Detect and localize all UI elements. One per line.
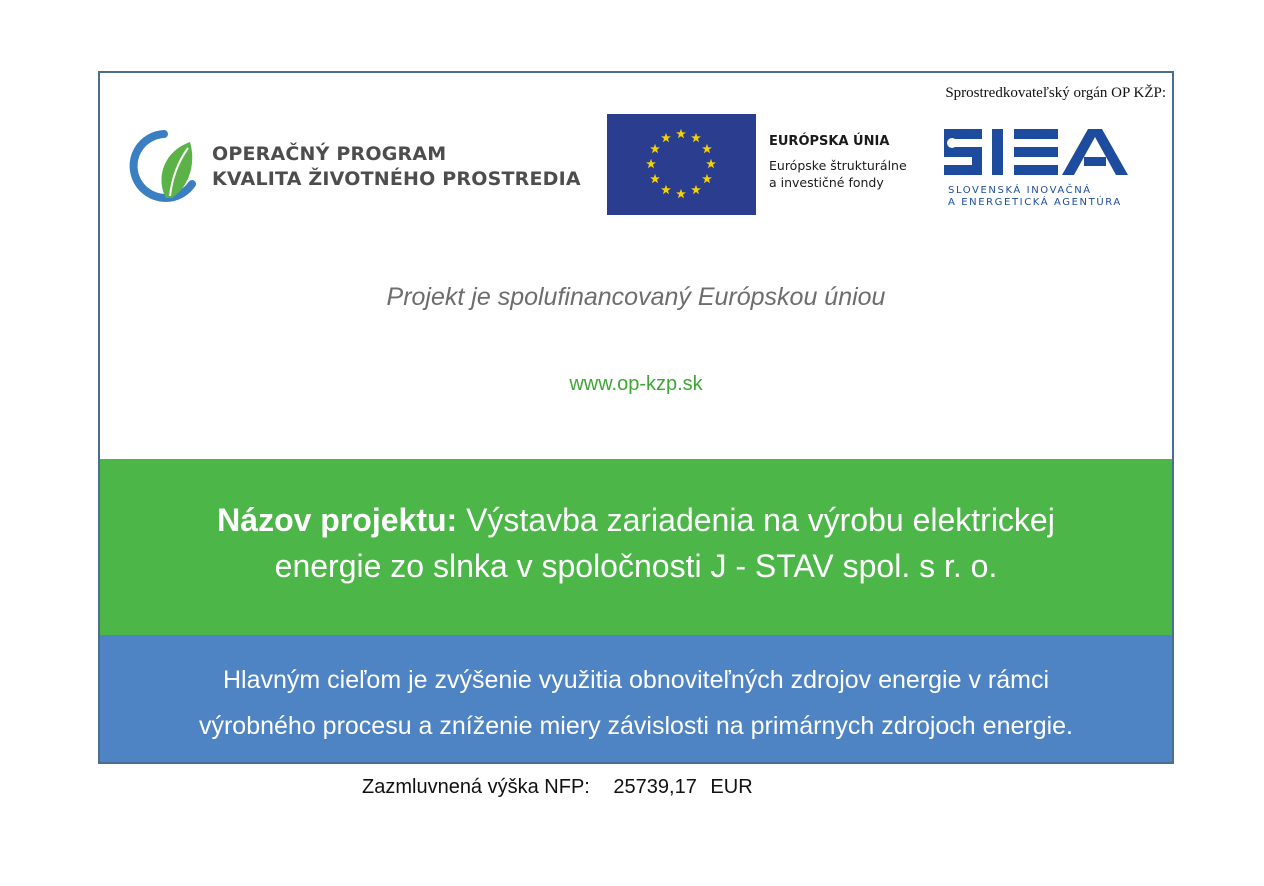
eu-star-icon <box>676 129 686 138</box>
eu-flag-icon <box>607 114 756 215</box>
nfp-amount-row <box>362 776 753 799</box>
eu-star-icon <box>702 144 712 153</box>
goal-line2: výrobného procesu a zníženie miery závislosti na primárnych zdrojoch energie. <box>198 712 1074 740</box>
siea-logo <box>940 123 1140 213</box>
intermediary-label: Sprostredkovateľský orgán OP KŽP: <box>945 85 1166 101</box>
nfp-currency: EUR <box>710 776 753 798</box>
project-goal-band <box>100 635 1172 762</box>
eu-star-icon <box>691 185 701 194</box>
eu-star-icon <box>650 174 660 183</box>
eu-star-icon <box>706 159 716 168</box>
op-kzp-line1: OPERAČNÝ PROGRAM <box>212 143 447 165</box>
op-kzp-logo <box>126 128 586 208</box>
goal-line1: Hlavným cieľom je zvýšenie využitia obnoviteľných zdrojov energie v rámci <box>222 666 1050 694</box>
siea-sub-line2: A ENERGETICKÁ AGENTÚRA <box>948 197 1122 208</box>
siea-subtitle <box>948 185 1122 209</box>
eu-star-icon <box>646 159 656 168</box>
project-label: Názov projektu: <box>217 502 458 538</box>
siea-sub-line1: SLOVENSKÁ INOVAČNÁ <box>948 185 1092 196</box>
project-title-line1 <box>100 497 1172 543</box>
billboard-frame <box>98 71 1174 764</box>
eu-star-icon <box>691 133 701 142</box>
eu-funds-line2: a investičné fondy <box>769 175 884 190</box>
project-name-part2: energie zo slnka v spoločnosti J - STAV spol. s r. o. <box>274 548 998 584</box>
eu-star-icon <box>661 133 671 142</box>
eu-title: EURÓPSKA ÚNIA <box>769 134 890 149</box>
leaf-circle-icon <box>126 128 206 208</box>
eu-funds-line1: Európske štrukturálne <box>769 158 907 173</box>
eu-stars <box>607 114 756 215</box>
op-kzp-title <box>212 142 581 192</box>
eu-logo-text <box>769 133 907 191</box>
nfp-amount: 25739,17 <box>613 776 697 798</box>
project-title-band <box>100 459 1172 635</box>
op-kzp-line2: KVALITA ŽIVOTNÉHO PROSTREDIA <box>212 168 581 190</box>
siea-wordmark <box>940 123 1140 183</box>
eu-star-icon <box>650 144 660 153</box>
eu-star-icon <box>661 185 671 194</box>
eu-star-icon <box>676 189 686 198</box>
website-link[interactable]: www.op-kzp.sk <box>569 373 703 395</box>
project-name-part1: Výstavba zariadenia na výrobu elektrickej <box>466 502 1055 538</box>
cofinancing-text: Projekt je spolufinancovaný Európskou úniou <box>386 283 886 311</box>
eu-star-icon <box>702 174 712 183</box>
nfp-label: Zazmluvnená výška NFP: <box>362 776 590 798</box>
